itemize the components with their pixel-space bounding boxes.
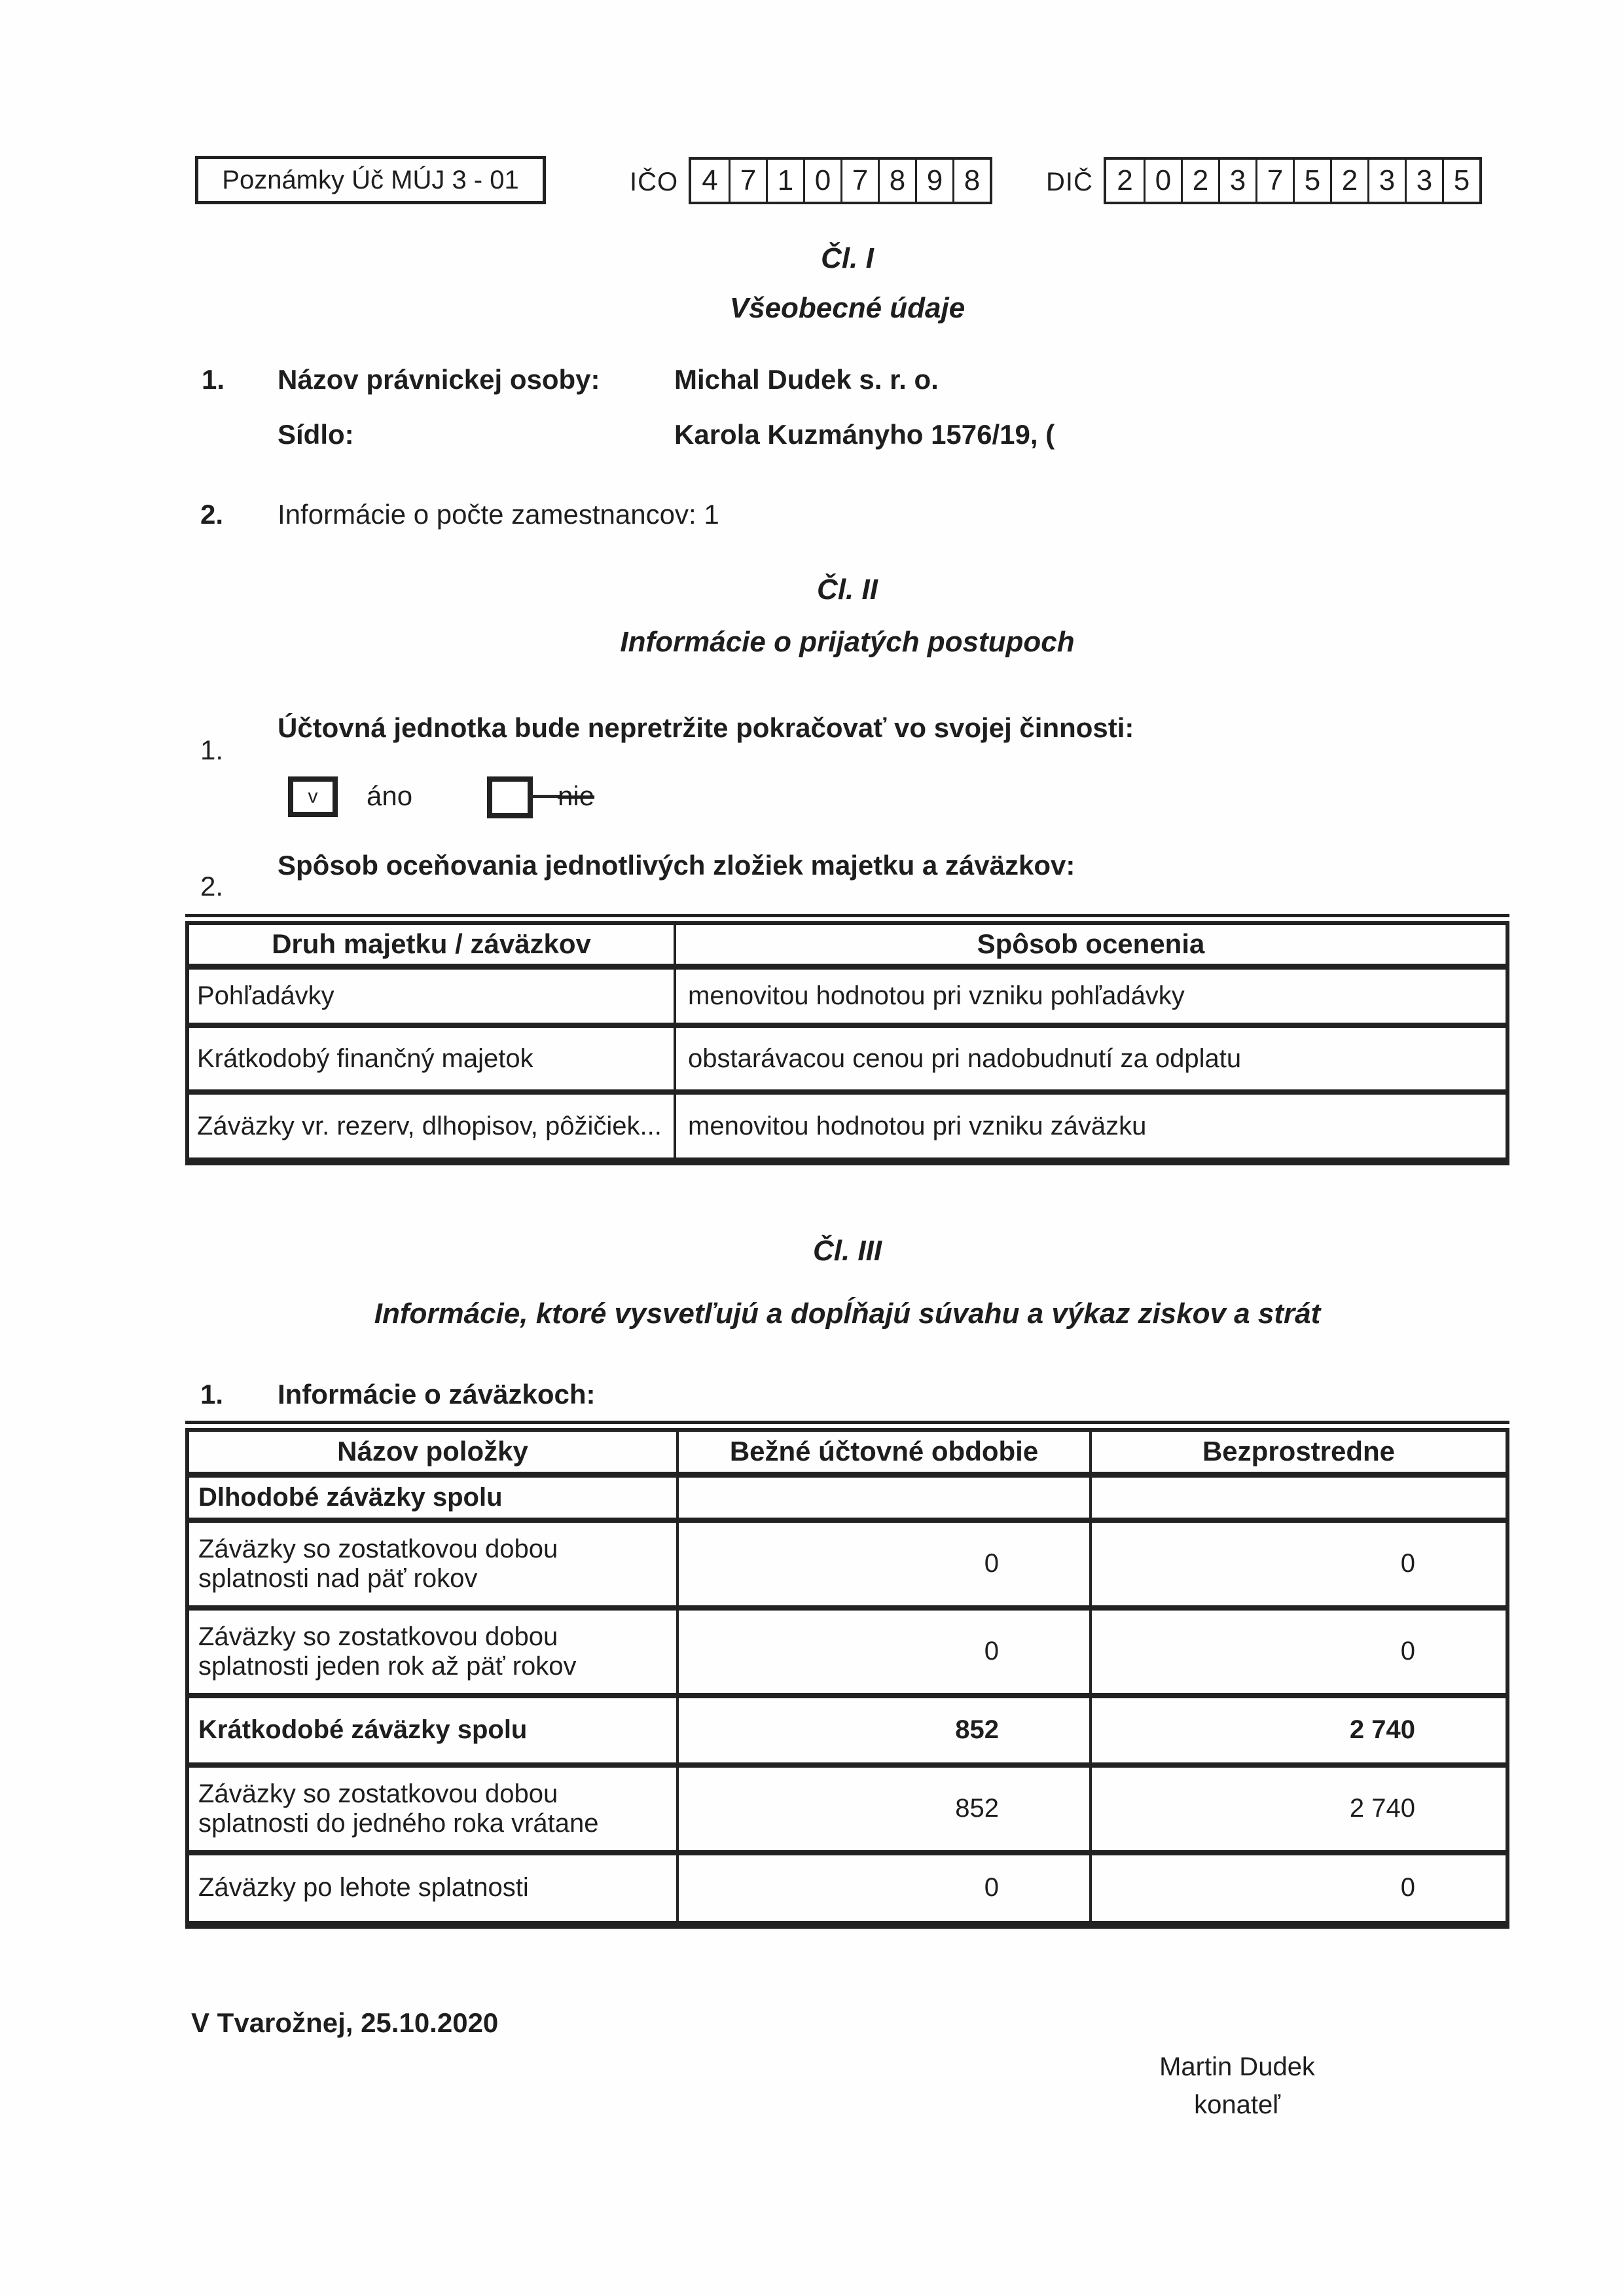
- article-3-title: Čl. III: [812, 1235, 882, 1267]
- signatory-name: Martin Dudek: [1159, 2052, 1315, 2081]
- asset-type-cell: Pohľadávky: [197, 981, 334, 1010]
- dic-digit-cell: 5: [1442, 160, 1479, 202]
- table-header-row: [187, 923, 1507, 966]
- dic-digit-cell: 0: [1144, 160, 1181, 202]
- previous-period-cell: [1091, 1474, 1507, 1520]
- strike-dash: [530, 795, 560, 798]
- asset-type-header: Druh majetku / záväzkov: [187, 923, 675, 966]
- current-period-cell: [677, 1474, 1091, 1520]
- going-concern-yes-checkbox[interactable]: [288, 776, 338, 817]
- ico-digit-cell: 1: [766, 160, 803, 202]
- current-period-cell: 0: [677, 1608, 1091, 1696]
- liabilities-table-wrap: [185, 1421, 1509, 1929]
- dic-digit-cell: 3: [1218, 160, 1255, 202]
- table-row: [187, 1696, 1507, 1765]
- ico-digit-cell: 8: [952, 160, 990, 202]
- valuation-method-header: Spôsob ocenenia: [675, 923, 1507, 966]
- valuation-method-cell: menovitou hodnotou pri vzniku záväzku: [675, 1092, 1507, 1161]
- registered-office-label: Sídlo:: [278, 419, 354, 450]
- place-date-line: V Tvarožnej, 25.10.2020: [191, 2007, 499, 2038]
- liability-name-cell: Záväzky so zostatkovou dobou splatnosti do jedného roka vrátane: [187, 1765, 677, 1853]
- liabilities-table: [185, 1428, 1509, 1929]
- form-code: Poznámky Úč MÚJ 3 - 01: [222, 165, 519, 194]
- liability-name-cell: Záväzky so zostatkovou dobou splatnosti jeden rok až päť rokov: [187, 1608, 677, 1696]
- dic-digit-boxes: [1104, 157, 1482, 204]
- ico-digit-cell: 7: [840, 160, 878, 202]
- article-3-subtitle: Informácie, ktoré vysvetľujú a dopĺňajú súvahu a výkaz ziskov a strát: [374, 1298, 1321, 1330]
- table-row: [187, 1853, 1507, 1925]
- asset-type-cell: Záväzky vr. rezerv, dlhopisov, pôžičiek...: [187, 1092, 675, 1161]
- dic-digit-cell: 3: [1367, 160, 1405, 202]
- previous-period-header: Bezprostredne: [1091, 1430, 1507, 1474]
- registered-office-value: Karola Kuzmányho 1576/19, (: [674, 419, 1055, 450]
- previous-period-cell: 0: [1091, 1608, 1507, 1696]
- table-row: [187, 1608, 1507, 1696]
- valuation-method-cell: obstarávacou cenou pri nadobudnutí za odplatu: [675, 1025, 1507, 1092]
- ico-digit-cell: 4: [702, 164, 718, 196]
- checkmark-icon: v: [308, 786, 318, 807]
- ico-digit-cell: 8: [878, 160, 915, 202]
- valuation-method-cell: menovitou hodnotou pri vzniku pohľadávky: [675, 966, 1507, 1025]
- table-row: [187, 1474, 1507, 1520]
- previous-period-cell: 0: [1091, 1853, 1507, 1925]
- liabilities-info-heading: Informácie o záväzkoch:: [278, 1379, 596, 1410]
- liability-name-cell: Krátkodobé záväzky spolu: [187, 1696, 677, 1765]
- ico-digit-boxes: [689, 157, 992, 204]
- current-period-cell: 0: [677, 1520, 1091, 1608]
- dic-label: DIČ: [1046, 168, 1093, 196]
- previous-period-cell: 2 740: [1091, 1696, 1507, 1765]
- table-row: [187, 966, 1507, 1025]
- going-concern-no-checkbox[interactable]: [487, 776, 533, 818]
- current-period-cell: 852: [677, 1696, 1091, 1765]
- current-period-cell: 0: [677, 1853, 1091, 1925]
- article-2-item-1-number: 1.: [200, 735, 224, 765]
- dic-digit-cell: 2: [1117, 164, 1133, 196]
- dic-digit-cell: 5: [1293, 160, 1330, 202]
- current-period-header: Bežné účtovné obdobie: [677, 1430, 1091, 1474]
- legal-entity-name-value: Michal Dudek s. r. o.: [674, 364, 939, 395]
- dic-digit-cell: 7: [1255, 160, 1293, 202]
- going-concern-question: Účtovná jednotka bude nepretržite pokračovať vo svojej činnosti:: [278, 712, 1134, 743]
- employee-count-text: Informácie o počte zamestnancov: 1: [278, 499, 719, 530]
- previous-period-cell: 2 740: [1091, 1765, 1507, 1853]
- dic-digit-cell: 2: [1181, 160, 1218, 202]
- table-header-row: [187, 1430, 1507, 1474]
- valuation-table-wrap: [185, 914, 1509, 1165]
- table-row: [187, 1092, 1507, 1161]
- legal-entity-name-label: Názov právnickej osoby:: [278, 364, 600, 395]
- current-period-cell: 852: [677, 1765, 1091, 1853]
- going-concern-yes-label: áno: [367, 780, 413, 811]
- ico-digit-cell: 7: [729, 160, 766, 202]
- table-row: [187, 1025, 1507, 1092]
- article-1-item-2-number: 2.: [200, 499, 224, 530]
- ico-digit-cell: 0: [803, 160, 840, 202]
- signatory-role: konateľ: [1194, 2090, 1280, 2119]
- table-row: [187, 1520, 1507, 1608]
- liability-name-cell: Dlhodobé záväzky spolu: [198, 1482, 503, 1512]
- table-row: [187, 1765, 1507, 1853]
- item-name-header: Názov položky: [187, 1430, 677, 1474]
- liability-name-cell: Záväzky po lehote splatnosti: [187, 1853, 677, 1925]
- dic-digit-cell: 3: [1405, 160, 1442, 202]
- ico-label: IČO: [630, 168, 679, 196]
- dic-digit-cell: 2: [1330, 160, 1367, 202]
- form-code-box: [195, 156, 546, 204]
- liability-name-cell: Záväzky so zostatkovou dobou splatnosti nad päť rokov: [187, 1520, 677, 1608]
- previous-period-cell: 0: [1091, 1520, 1507, 1608]
- article-2-item-2-number: 2.: [200, 871, 224, 902]
- valuation-table: [185, 921, 1509, 1165]
- article-1-item-1-number: 1.: [202, 364, 225, 395]
- ico-digit-cell: 9: [915, 160, 952, 202]
- article-1-title: Čl. I: [821, 242, 874, 274]
- article-1-subtitle: Všeobecné údaje: [729, 292, 965, 324]
- article-2-title: Čl. II: [817, 574, 878, 606]
- article-2-subtitle: Informácie o prijatých postupoch: [620, 626, 1075, 658]
- valuation-methods-heading: Spôsob oceňovania jednotlivých zložiek majetku a záväzkov:: [278, 850, 1075, 881]
- going-concern-no-label: nie: [558, 780, 595, 811]
- asset-type-cell: Krátkodobý finančný majetok: [187, 1025, 675, 1092]
- going-concern-no-wrap: [530, 780, 594, 812]
- signature-block: [1106, 2048, 1368, 2124]
- article-3-item-1-number: 1.: [200, 1379, 224, 1410]
